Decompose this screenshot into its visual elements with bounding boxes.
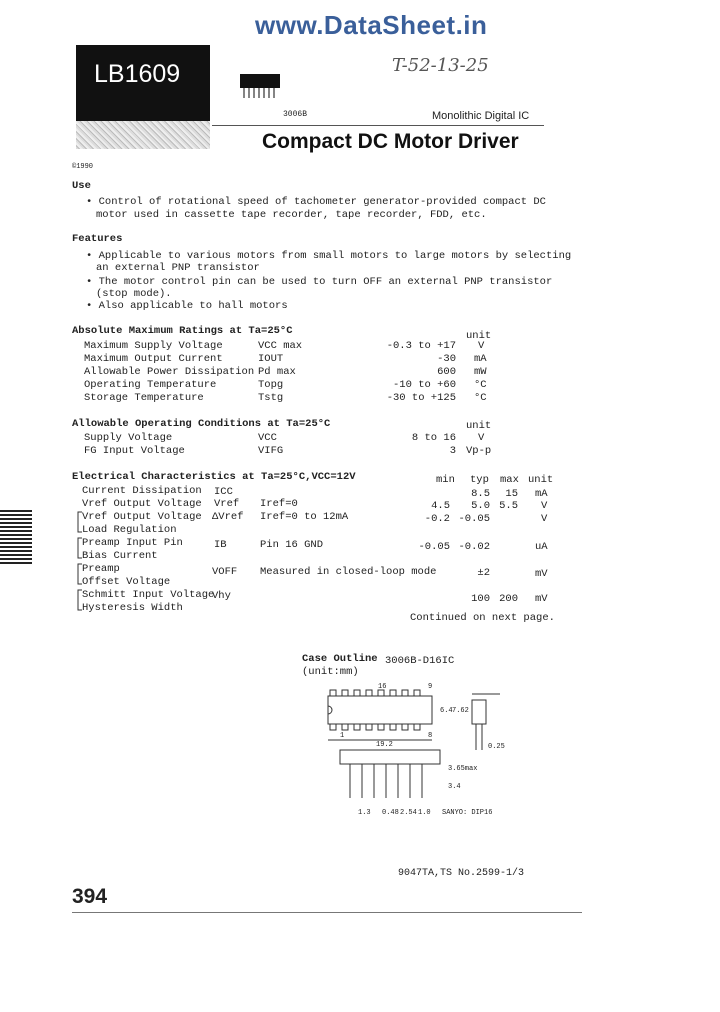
page-number: 394 [72, 885, 108, 908]
elec-param-2: Vref Output Voltage [82, 511, 202, 523]
pin-label-16: 16 [378, 683, 387, 691]
feature-1-cont: an external PNP transistor [96, 262, 260, 274]
elec-max-8: 200 [499, 593, 518, 605]
feature-3: • Also applicable to hall motors [86, 300, 288, 312]
abs-param-3: Operating Temperature [84, 379, 217, 391]
case-heading: Case Outline [302, 653, 378, 665]
dim-width: 7.62 [452, 707, 469, 715]
dip-chip-image [236, 68, 284, 104]
dim-1-0: 1.0 [418, 809, 431, 817]
abs-val-3: -10 to +60 [392, 379, 456, 391]
elec-unit-4: uA [535, 541, 548, 553]
abs-unit-3: °C [474, 379, 487, 391]
copyright: ©1990 [72, 163, 94, 171]
abs-param-4: Storage Temperature [84, 392, 204, 404]
page-title: Compact DC Motor Driver [262, 130, 519, 153]
abs-sym-3: Topg [258, 379, 284, 391]
elec-unit-2: V [541, 513, 548, 525]
case-package: 3006B-D16IC [385, 655, 455, 667]
elec-param-0: Current Dissipation [82, 485, 202, 497]
abs-unit-0: V [478, 340, 485, 352]
elec-typ-4: -0.02 [458, 541, 490, 553]
website-header[interactable]: www.DataSheet.in [255, 10, 488, 40]
elec-col-unit: unit [528, 474, 554, 486]
abs-sym-4: Tstg [258, 392, 284, 404]
case-outline-drawing [300, 680, 520, 820]
dim-lead-width: 0.48 [382, 809, 399, 817]
abs-param-1: Maximum Output Current [84, 353, 223, 365]
elec-typ-0: 8.5 [471, 488, 490, 500]
header-rule [212, 125, 544, 126]
pin-label-8: 8 [428, 732, 433, 740]
part-number: LB1609 [94, 60, 181, 88]
pin-label-1: 1 [340, 732, 345, 740]
use-line-2: motor used in cassette tape recorder, tape recorder, FDD, etc. [96, 209, 487, 221]
op-unit-0: V [478, 432, 485, 444]
handwritten-code: T-52-13-25 [392, 55, 489, 76]
elec-param-6: Preamp [82, 563, 120, 575]
feature-2-cont: (stop mode). [96, 288, 172, 300]
abs-unit-1: mA [474, 353, 487, 365]
feature-1: • Applicable to various motors from small motors to large motors by selecting [86, 250, 572, 262]
elec-min-2: -0.2 [424, 513, 450, 525]
op-val-1: 3 [449, 445, 456, 457]
op-param-1: FG Input Voltage [84, 445, 185, 457]
elec-col-max: max [500, 474, 519, 486]
elec-cond-1: Iref=0 [260, 498, 298, 510]
abs-val-4: -30 to +125 [386, 392, 456, 404]
dim-1-3: 1.3 [358, 809, 371, 817]
abs-val-2: 600 [437, 366, 456, 378]
elec-col-typ: typ [470, 474, 489, 486]
dim-height: 3.65max [448, 765, 478, 773]
feature-2: • The motor control pin can be used to turn OFF an external PNP transistor [86, 276, 553, 288]
dim-lead-length: 3.4 [448, 783, 461, 791]
elec-cond-2: Iref=0 to 12mA [260, 511, 349, 523]
elec-sym-6: VOFF [212, 566, 238, 578]
row-brackets [76, 510, 84, 616]
elec-sym-1: Vref [214, 498, 240, 510]
dim-length: 19.2 [376, 741, 393, 749]
elec-sym-4: IB [214, 539, 227, 551]
elec-max-0: 15 [505, 488, 518, 500]
use-line-1: • Control of rotational speed of tachometer generator-provided compact DC [86, 196, 546, 208]
pin-label-9: 9 [428, 683, 433, 691]
op-cond-unit-header: unit [466, 420, 492, 432]
elec-max-1: 5.5 [499, 500, 518, 512]
elec-min-4: -0.05 [418, 541, 450, 553]
features-heading: Features [72, 233, 123, 245]
op-cond-heading: Allowable Operating Conditions at Ta=25°C [72, 418, 331, 430]
continued-note: Continued on next page. [410, 612, 555, 624]
elec-typ-6: ±2 [477, 567, 490, 579]
elec-param-9: Hysteresis Width [82, 602, 183, 614]
elec-unit-1: V [541, 500, 548, 512]
op-unit-1: Vp-p [466, 445, 492, 457]
elec-sym-0: ICC [214, 486, 233, 498]
dim-lead-thickness: 0.25 [488, 743, 505, 751]
top-pins [330, 690, 420, 696]
elec-param-5: Bias Current [82, 550, 158, 562]
op-val-0: 8 to 16 [411, 432, 456, 444]
barcode-strip [0, 510, 32, 566]
footer-rule [72, 912, 582, 913]
elec-cond-6: Measured in closed-loop mode [260, 566, 437, 578]
elec-unit-0: mA [535, 488, 548, 500]
elec-unit-6: mV [535, 568, 548, 580]
abs-param-0: Maximum Supply Voltage [84, 340, 223, 352]
elec-typ-2: -0.05 [458, 513, 490, 525]
elec-typ-8: 100 [471, 593, 490, 605]
chip-code: 3006B [283, 110, 308, 119]
op-sym-0: VCC [258, 432, 277, 444]
elec-typ-1: 5.0 [471, 500, 490, 512]
elec-min-1: 4.5 [431, 500, 450, 512]
abs-unit-4: °C [474, 392, 487, 404]
op-sym-1: VIFG [258, 445, 284, 457]
abs-unit-2: mW [474, 366, 487, 378]
op-param-0: Supply Voltage [84, 432, 173, 444]
elec-cond-4: Pin 16 GND [260, 539, 324, 551]
elec-sym-2: ΔVref [212, 511, 244, 523]
abs-sym-2: Pd max [258, 366, 296, 378]
abs-param-2: Allowable Power Dissipation [84, 366, 255, 378]
dim-body: 6.4 [440, 707, 453, 715]
elec-param-4: Preamp Input Pin [82, 537, 183, 549]
elec-param-8: Schmitt Input Voltage [82, 589, 215, 601]
elec-col-min: min [436, 474, 455, 486]
elec-sym-8: Vhy [212, 590, 231, 602]
category-label: Monolithic Digital IC [432, 110, 530, 122]
doc-code: 9047TA,TS No.2599-1/3 [398, 868, 525, 879]
use-heading: Use [72, 180, 91, 192]
case-maker: SANYO: DIP16 [442, 809, 493, 817]
elec-param-3: Load Regulation [82, 524, 177, 536]
abs-sym-1: IOUT [258, 353, 284, 365]
abs-val-1: -30 [437, 353, 456, 365]
elec-unit-8: mV [535, 593, 548, 605]
elec-param-7: Offset Voltage [82, 576, 171, 588]
abs-max-heading: Absolute Maximum Ratings at Ta=25°C [72, 325, 293, 337]
abs-sym-0: VCC max [258, 340, 303, 352]
elec-heading: Electrical Characteristics at Ta=25°C,VCC=12V [72, 471, 356, 483]
elec-param-1: Vref Output Voltage [82, 498, 202, 510]
case-unit: (unit:mm) [302, 666, 359, 678]
abs-val-0: -0.3 to +17 [386, 340, 456, 352]
dim-pitch: 2.54 [400, 809, 417, 817]
abs-max-unit-header: unit [466, 330, 492, 342]
decorative-pattern [76, 121, 210, 149]
